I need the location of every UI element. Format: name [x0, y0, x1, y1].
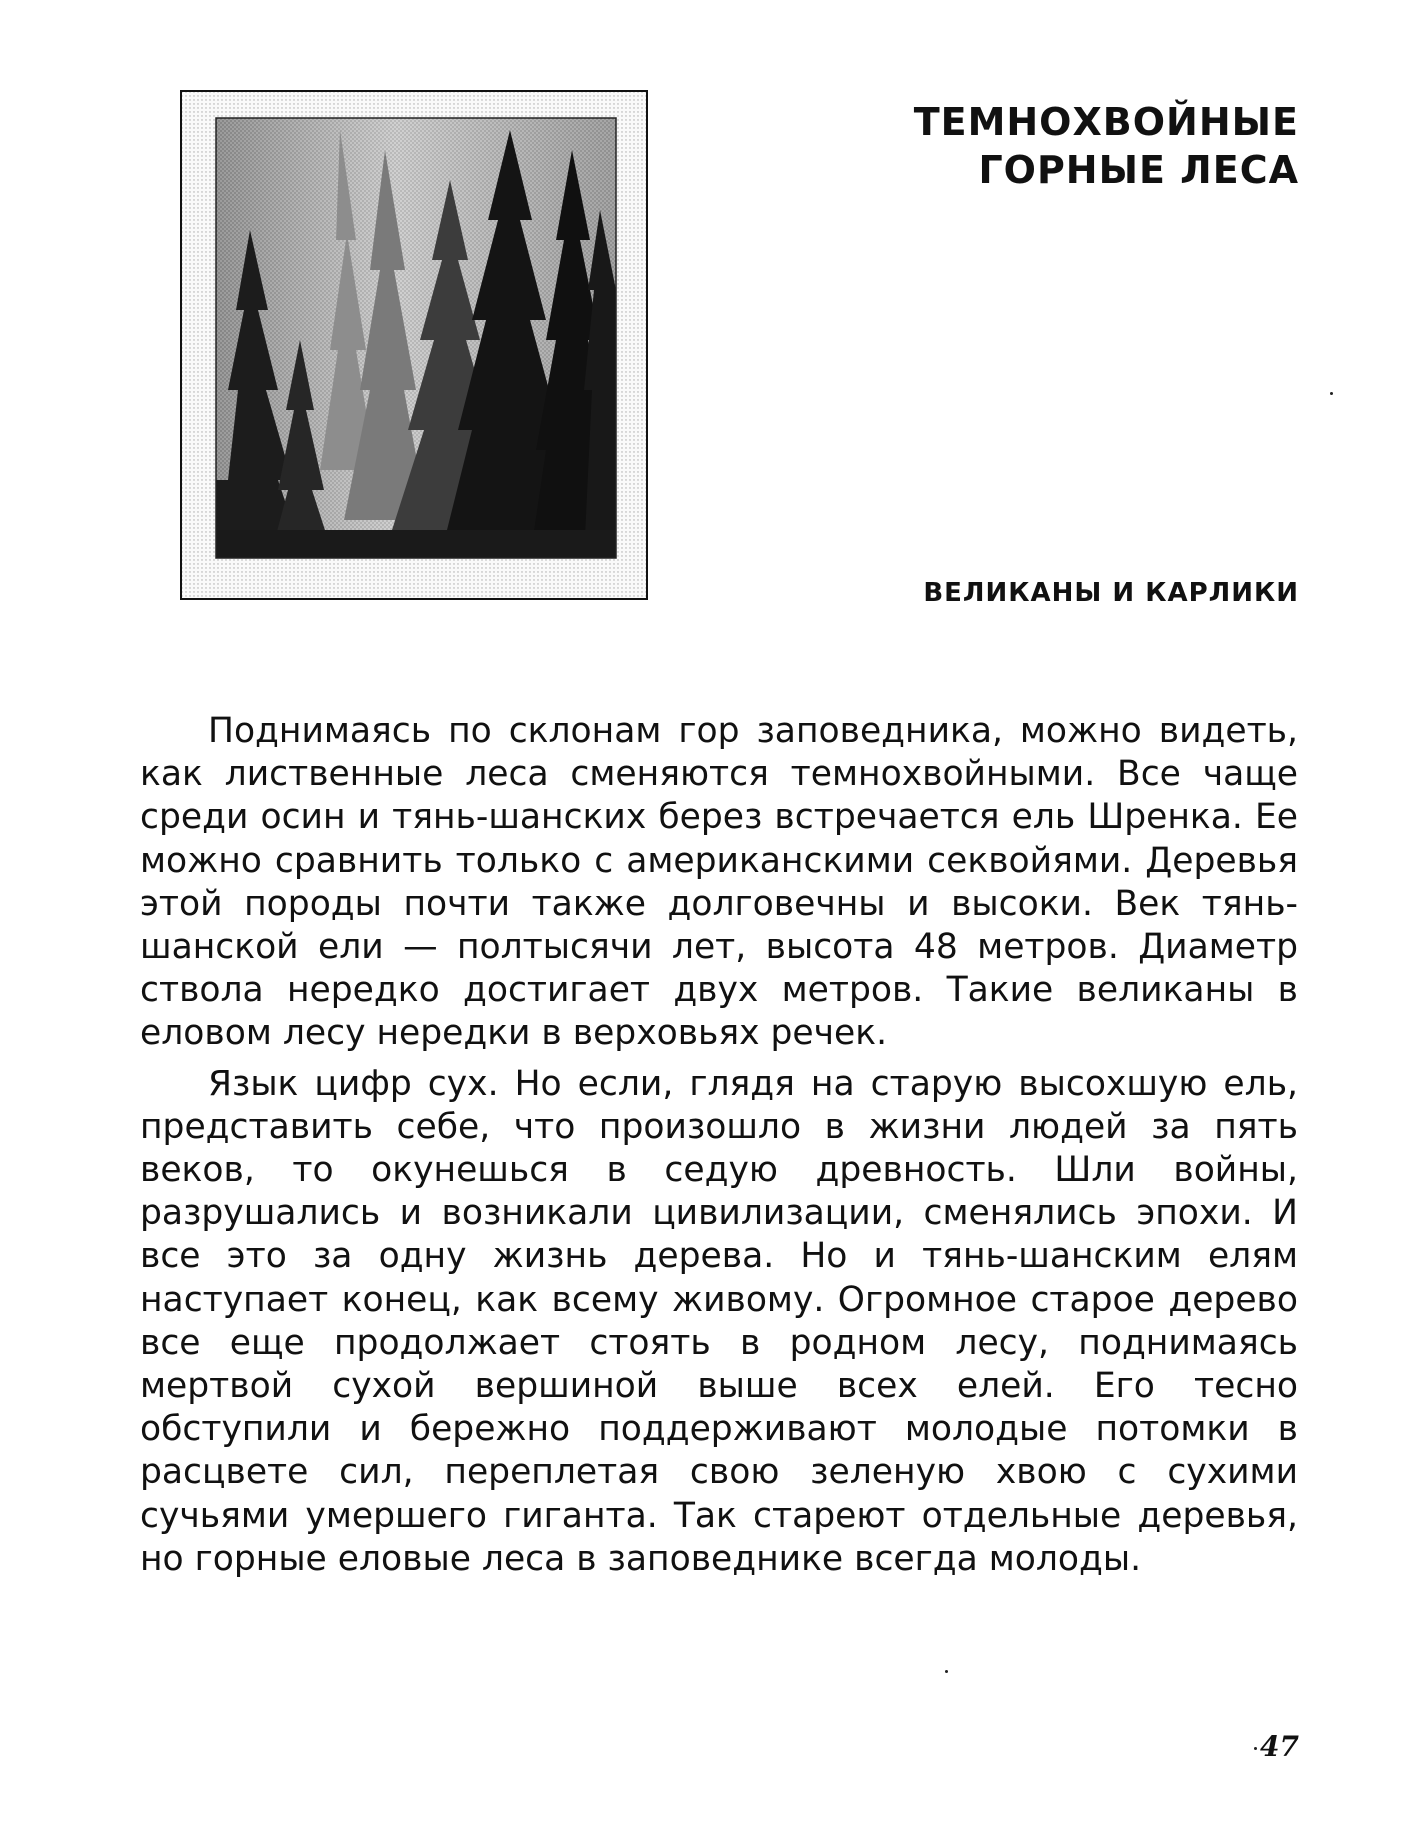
- paragraph: Поднимаясь по склонам гор заповедника, можно видеть, как лиственные леса сменяются темнохвойными. Все чаще среди осин и тянь-шанских берез встречается ель Шренка. Ее можно сравнить только с американскими секвойями. Деревья этой породы почти также долговечны и высоки. Век тянь-шанской ели — полтысячи лет, высота 48 метров. Диаметр ствола нередко достигает двух метров. Такие великаны в еловом лесу нередки в верховьях речек.: [140, 711, 1298, 1054]
- print-speck: [1330, 392, 1333, 395]
- body-text: [140, 710, 1298, 1588]
- chapter-title-line: ТЕМНОХВОЙНЫЕ: [913, 100, 1299, 144]
- chapter-title: [914, 98, 1299, 194]
- chapter-title-line: ГОРНЫЕ ЛЕСА: [978, 148, 1299, 192]
- paragraph: Язык цифр сух. Но если, глядя на старую высохшую ель, представить себе, что произошло в жизни людей за пять веков, то окунешься в седую древность. Шли войны, разрушались и возникали цивилизации, сменялись эпохи. И все это за одну жизнь дерева. Но и тянь-шанским елям наступает конец, как всему живому. Огромное старое дерево все еще продолжает стоять в родном лесу, поднимаясь мертвой сухой вершиной выше всех елей. Его тесно обступили и бережно поддерживают молодые потомки в расцвете сил, переплетая свою зеленую хвою с сухими сучьями умершего гиганта. Так стареют отдельные деревья, но горные еловые леса в заповеднике всегда молоды.: [140, 1063, 1298, 1579]
- section-title: ВЕЛИКАНЫ И КАРЛИКИ: [923, 578, 1299, 608]
- print-speck: [1254, 1747, 1257, 1750]
- page-number: 47: [1260, 1730, 1299, 1763]
- spruce-forest-illustration: [180, 90, 648, 600]
- print-speck: [945, 1670, 948, 1673]
